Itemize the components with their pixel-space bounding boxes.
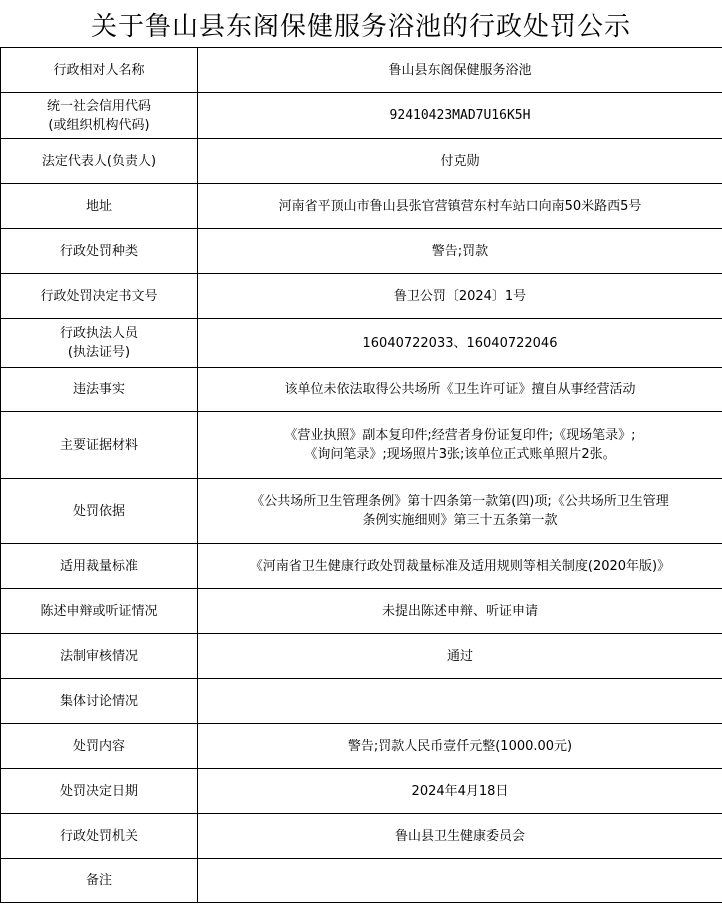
table-row bbox=[1, 479, 722, 544]
row-value-penalty-content: 警告;罚款人民币壹仟元整(1000.00元) bbox=[198, 724, 722, 769]
table-row bbox=[1, 274, 722, 319]
table-row bbox=[1, 544, 722, 589]
row-label-enforcement-officers-line1: 行政执法人员 bbox=[59, 326, 138, 341]
row-value-collective-discussion bbox=[198, 679, 722, 724]
row-value-legal-basis-line2: 条例实施细则》第三十五条第一款 bbox=[362, 513, 558, 528]
row-label-decision-number: 行政处罚决定书文号 bbox=[1, 274, 198, 319]
table-row bbox=[1, 769, 722, 814]
table-row bbox=[1, 724, 722, 769]
row-value-legal-review: 通过 bbox=[198, 634, 722, 679]
table-row bbox=[1, 93, 722, 139]
row-value-penalty-authority: 鲁山县卫生健康委员会 bbox=[198, 814, 722, 859]
row-label-statement-hearing: 陈述申辩或听证情况 bbox=[1, 589, 198, 634]
row-label-legal-basis: 处罚依据 bbox=[1, 479, 198, 544]
row-value-statement-hearing: 未提出陈述申辩、听证申请 bbox=[198, 589, 722, 634]
row-label-remarks: 备注 bbox=[1, 859, 198, 903]
row-label-violation-facts: 违法事实 bbox=[1, 368, 198, 412]
row-value-party-name: 鲁山县东阁保健服务浴池 bbox=[198, 48, 722, 93]
row-label-credit-code-line1: 统一社会信用代码 bbox=[46, 98, 151, 114]
row-value-address: 河南省平顶山市鲁山县张官营镇营东村车站口向南50米路西5号 bbox=[198, 184, 722, 229]
row-value-decision-date: 2024年4月18日 bbox=[198, 769, 722, 814]
table-row bbox=[1, 368, 722, 412]
row-value-legal-basis bbox=[198, 479, 722, 544]
row-label-penalty-content: 处罚内容 bbox=[1, 724, 198, 769]
row-label-evidence: 主要证据材料 bbox=[1, 412, 198, 479]
row-label-enforcement-officers-line2: (执法证号) bbox=[67, 345, 131, 360]
table-row bbox=[1, 139, 722, 184]
table-row bbox=[1, 184, 722, 229]
row-value-discretion-standard: 《河南省卫生健康行政处罚裁量标准及适用规则等相关制度(2020年版)》 bbox=[198, 544, 722, 589]
row-label-collective-discussion: 集体讨论情况 bbox=[1, 679, 198, 724]
row-value-violation-facts: 该单位未依法取得公共场所《卫生许可证》擅自从事经营活动 bbox=[198, 368, 722, 412]
row-value-legal-rep: 付克勋 bbox=[198, 139, 722, 184]
table-row bbox=[1, 589, 722, 634]
row-label-credit-code-line2: (或组织机构代码) bbox=[48, 117, 150, 133]
row-value-evidence-line1: 《营业执照》副本复印件;经营者身份证复印件;《现场笔录》; bbox=[284, 428, 636, 443]
penalty-info-table bbox=[0, 47, 722, 903]
row-value-penalty-type: 警告;罚款 bbox=[198, 229, 722, 274]
row-label-decision-date: 处罚决定日期 bbox=[1, 769, 198, 814]
table-row bbox=[1, 229, 722, 274]
row-label-penalty-authority: 行政处罚机关 bbox=[1, 814, 198, 859]
row-label-party-name: 行政相对人名称 bbox=[1, 48, 198, 93]
row-value-legal-basis-line1: 《公共场所卫生管理条例》第十四条第一款第(四)项;《公共场所卫生管理 bbox=[251, 494, 669, 509]
table-row bbox=[1, 48, 722, 93]
row-value-credit-code: 92410423MAD7U16K5H bbox=[198, 93, 722, 139]
row-label-enforcement-officers bbox=[1, 319, 198, 368]
row-value-remarks bbox=[198, 859, 722, 903]
row-label-address: 地址 bbox=[1, 184, 198, 229]
table-row bbox=[1, 634, 722, 679]
row-label-legal-rep: 法定代表人(负责人) bbox=[1, 139, 198, 184]
row-label-credit-code bbox=[1, 93, 198, 139]
row-label-legal-review: 法制审核情况 bbox=[1, 634, 198, 679]
row-value-enforcement-officers: 16040722033、16040722046 bbox=[198, 319, 722, 368]
row-label-penalty-type: 行政处罚种类 bbox=[1, 229, 198, 274]
row-value-evidence-line2: 《询问笔录》;现场照片3张;该单位正式账单照片2张。 bbox=[304, 447, 616, 462]
table-row bbox=[1, 814, 722, 859]
row-label-discretion-standard: 适用裁量标准 bbox=[1, 544, 198, 589]
table-row bbox=[1, 319, 722, 368]
table-row bbox=[1, 412, 722, 479]
table-row bbox=[1, 859, 722, 903]
page-title: 关于鲁山县东阁保健服务浴池的行政处罚公示 bbox=[90, 11, 631, 42]
row-value-decision-number: 鲁卫公罚〔2024〕1号 bbox=[198, 274, 722, 319]
row-value-evidence bbox=[198, 412, 722, 479]
table-row bbox=[1, 679, 722, 724]
